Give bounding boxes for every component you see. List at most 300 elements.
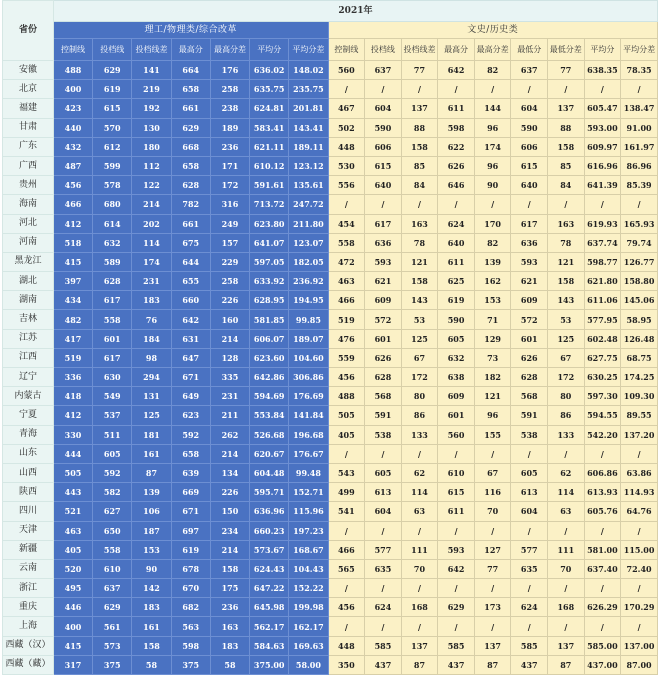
science-cell: 678 (171, 559, 210, 578)
science-cell: 180 (132, 137, 171, 156)
science-cell: 669 (171, 483, 210, 502)
arts-cell: 635 (511, 559, 548, 578)
science-cell: 226 (210, 291, 249, 310)
province-cell: 浙江 (3, 579, 54, 598)
science-cell: 249 (210, 214, 249, 233)
province-cell: 内蒙古 (3, 387, 54, 406)
science-cell: 226 (210, 483, 249, 502)
arts-cell: 168 (401, 598, 438, 617)
arts-cell: / (438, 195, 475, 214)
science-cell: 629 (93, 61, 132, 80)
arts-cell: 466 (328, 540, 365, 559)
science-cell: 418 (53, 387, 92, 406)
science-cell: 488 (53, 61, 92, 80)
science-cell: 466 (53, 195, 92, 214)
arts-cell: 556 (328, 176, 365, 195)
art-col-control-line: 控制线 (328, 39, 365, 61)
arts-cell: 121 (474, 387, 511, 406)
arts-cell: 593 (438, 540, 475, 559)
arts-cell: 543 (328, 463, 365, 482)
arts-cell: 609 (438, 387, 475, 406)
table-row (3, 425, 658, 444)
arts-cell: 593 (511, 252, 548, 271)
science-cell: 561 (93, 617, 132, 636)
arts-cell: / (511, 80, 548, 99)
table-row (3, 137, 658, 156)
arts-cell: 572 (365, 310, 402, 329)
arts-cell: 577 (511, 540, 548, 559)
arts-cell: / (438, 80, 475, 99)
science-cell: 99.48 (289, 463, 328, 482)
science-cell: 658 (171, 156, 210, 175)
science-cell: 184 (132, 329, 171, 348)
table-row (3, 310, 658, 329)
science-cell: 644 (171, 252, 210, 271)
science-cell: 236 (210, 137, 249, 156)
science-cell: 335 (210, 368, 249, 387)
science-cell: 187 (132, 521, 171, 540)
arts-cell: 538 (365, 425, 402, 444)
arts-cell: 617 (511, 214, 548, 233)
table-row (3, 502, 658, 521)
science-cell: 183 (210, 636, 249, 655)
science-cell: 597.05 (250, 252, 289, 271)
table-row (3, 118, 658, 137)
arts-cell: / (621, 80, 658, 99)
science-cell: 563 (171, 617, 210, 636)
science-cell: 697 (171, 521, 210, 540)
science-cell: 434 (53, 291, 92, 310)
arts-cell: 637.40 (584, 559, 621, 578)
science-cell: 189.07 (289, 329, 328, 348)
province-cell: 西藏（汉） (3, 636, 54, 655)
science-cell: 682 (171, 598, 210, 617)
science-cell: 258 (210, 80, 249, 99)
science-cell: 595.71 (250, 483, 289, 502)
arts-cell: / (474, 195, 511, 214)
province-cell: 云南 (3, 559, 54, 578)
arts-cell: 86 (401, 406, 438, 425)
science-cell: 176 (210, 61, 249, 80)
science-cell: 158 (210, 559, 249, 578)
province-cell: 北京 (3, 80, 54, 99)
arts-cell: / (365, 195, 402, 214)
science-cell: 578 (93, 176, 132, 195)
science-cell: 375 (171, 655, 210, 674)
science-cell: 589 (93, 252, 132, 271)
science-cell: 375.00 (250, 655, 289, 674)
province-cell: 河南 (3, 233, 54, 252)
science-cell: 594.69 (250, 387, 289, 406)
arts-cell: 615 (511, 156, 548, 175)
arts-cell: 568 (511, 387, 548, 406)
science-cell: 619 (171, 540, 210, 559)
science-cell: 153 (132, 540, 171, 559)
science-cell: 610 (93, 559, 132, 578)
arts-cell: 559 (328, 348, 365, 367)
science-cell: 628.95 (250, 291, 289, 310)
science-cell: 650 (93, 521, 132, 540)
science-cell: 660 (171, 291, 210, 310)
arts-cell: 538 (511, 425, 548, 444)
science-group-header: 理工/物理类/综合改革 (53, 22, 328, 39)
science-cell: 405 (53, 540, 92, 559)
arts-cell: 138.47 (621, 99, 658, 118)
arts-cell: 350 (328, 655, 365, 674)
science-cell: 128 (210, 348, 249, 367)
arts-cell: 63 (401, 502, 438, 521)
science-cell: 633.92 (250, 272, 289, 291)
science-cell: 782 (171, 195, 210, 214)
science-cell: 142 (132, 579, 171, 598)
province-cell: 江西 (3, 348, 54, 367)
science-cell: 417 (53, 329, 92, 348)
arts-cell: 62 (548, 463, 585, 482)
science-cell: 614 (93, 214, 132, 233)
arts-cell: 84 (401, 176, 438, 195)
science-cell: 161 (132, 617, 171, 636)
table-row (3, 559, 658, 578)
table-row (3, 99, 658, 118)
science-cell: 229 (210, 252, 249, 271)
table-row (3, 598, 658, 617)
science-cell: 196.68 (289, 425, 328, 444)
science-cell: 628 (93, 272, 132, 291)
arts-cell: / (548, 579, 585, 598)
arts-cell: 79.74 (621, 233, 658, 252)
arts-cell: 170.29 (621, 598, 658, 617)
arts-cell: 62 (401, 463, 438, 482)
science-cell: 130 (132, 118, 171, 137)
arts-cell: 613 (365, 483, 402, 502)
science-cell: 635.75 (250, 80, 289, 99)
arts-cell: 624 (365, 598, 402, 617)
arts-cell: 604 (511, 99, 548, 118)
science-cell: 606.07 (250, 329, 289, 348)
arts-cell: / (548, 80, 585, 99)
science-cell: 553.84 (250, 406, 289, 425)
science-cell: 58 (132, 655, 171, 674)
arts-cell: 560 (328, 61, 365, 80)
arts-cell: 158.80 (621, 272, 658, 291)
science-cell: 172 (210, 176, 249, 195)
arts-cell: 87.00 (621, 655, 658, 674)
science-cell: 306.86 (289, 368, 328, 387)
science-cell: 247.72 (289, 195, 328, 214)
province-cell: 四川 (3, 502, 54, 521)
province-cell: 河北 (3, 214, 54, 233)
arts-cell: 467 (328, 99, 365, 118)
arts-cell: / (328, 521, 365, 540)
science-cell: 197.23 (289, 521, 328, 540)
arts-cell: 172 (548, 368, 585, 387)
arts-cell: / (474, 617, 511, 636)
arts-cell: 476 (328, 329, 365, 348)
science-cell: 201.81 (289, 99, 328, 118)
science-cell: 397 (53, 272, 92, 291)
arts-cell: 437 (511, 655, 548, 674)
arts-cell: 89.55 (621, 406, 658, 425)
art-col-admission-diff: 投档线差 (401, 39, 438, 61)
science-cell: 446 (53, 598, 92, 617)
arts-cell: 72.40 (621, 559, 658, 578)
science-cell: 150 (210, 502, 249, 521)
arts-cell: / (365, 521, 402, 540)
arts-cell: 111 (401, 540, 438, 559)
table-row (3, 655, 658, 674)
arts-cell: 137 (548, 636, 585, 655)
science-cell: 157 (210, 233, 249, 252)
arts-cell: 572 (511, 310, 548, 329)
arts-cell: 611 (438, 252, 475, 271)
science-cell: 115.96 (289, 502, 328, 521)
science-cell: 456 (53, 176, 92, 195)
science-cell: 148.02 (289, 61, 328, 80)
arts-cell: 628 (365, 368, 402, 387)
arts-cell: 591 (365, 406, 402, 425)
table-row (3, 291, 658, 310)
arts-cell: 590 (511, 118, 548, 137)
science-cell: 526.68 (250, 425, 289, 444)
science-cell: 158 (132, 636, 171, 655)
arts-cell: 606 (511, 137, 548, 156)
arts-cell: 71 (474, 310, 511, 329)
arts-cell: 541 (328, 502, 365, 521)
arts-cell: 613.93 (584, 483, 621, 502)
science-cell: 670 (171, 579, 210, 598)
table-row (3, 617, 658, 636)
science-cell: 162.17 (289, 617, 328, 636)
score-table (2, 0, 658, 675)
science-cell: 400 (53, 617, 92, 636)
science-cell: 183 (132, 598, 171, 617)
science-cell: 214 (132, 195, 171, 214)
arts-cell: 86 (548, 406, 585, 425)
arts-cell: 139 (474, 252, 511, 271)
arts-cell: 405 (328, 425, 365, 444)
arts-cell: 560 (438, 425, 475, 444)
science-cell: 511 (93, 425, 132, 444)
arts-cell: 70 (401, 559, 438, 578)
science-cell: 630 (93, 368, 132, 387)
science-cell: 641.07 (250, 233, 289, 252)
science-cell: 160 (210, 310, 249, 329)
science-cell: 619 (93, 80, 132, 99)
province-cell: 贵州 (3, 176, 54, 195)
arts-cell: / (401, 617, 438, 636)
arts-cell: / (474, 579, 511, 598)
arts-cell: 448 (328, 636, 365, 655)
science-cell: 562.17 (250, 617, 289, 636)
science-cell: 463 (53, 521, 92, 540)
arts-cell: 53 (401, 310, 438, 329)
science-cell: 219 (132, 80, 171, 99)
arts-cell: / (548, 617, 585, 636)
table-row (3, 636, 658, 655)
science-cell: 629 (171, 118, 210, 137)
arts-cell: 456 (328, 598, 365, 617)
science-cell: 617 (93, 291, 132, 310)
science-cell: 655 (171, 272, 210, 291)
science-cell: 294 (132, 368, 171, 387)
art-col-max-score: 最高分 (438, 39, 475, 61)
arts-cell: 601 (365, 329, 402, 348)
science-cell: 235.75 (289, 80, 328, 99)
science-cell: 680 (93, 195, 132, 214)
arts-cell: / (328, 80, 365, 99)
arts-cell: 127 (474, 540, 511, 559)
arts-cell: 616.96 (584, 156, 621, 175)
science-cell: 87 (132, 463, 171, 482)
science-cell: 671 (171, 368, 210, 387)
science-cell: 211.80 (289, 214, 328, 233)
science-cell: 645.98 (250, 598, 289, 617)
arts-cell: 158 (401, 272, 438, 291)
arts-cell: 174 (474, 137, 511, 156)
science-cell: 317 (53, 655, 92, 674)
science-cell: 660.23 (250, 521, 289, 540)
science-cell: 182.05 (289, 252, 328, 271)
arts-cell: 619.93 (584, 214, 621, 233)
art-col-max-diff: 最高分差 (474, 39, 511, 61)
science-cell: 598 (171, 636, 210, 655)
science-cell: 214 (210, 444, 249, 463)
table-row (3, 463, 658, 482)
arts-cell: 91.00 (621, 118, 658, 137)
science-cell: 581.85 (250, 310, 289, 329)
arts-cell: / (621, 617, 658, 636)
arts-cell: / (584, 579, 621, 598)
arts-cell: 78.35 (621, 61, 658, 80)
sci-col-admission-diff: 投档线差 (132, 39, 171, 61)
science-cell: 114 (132, 233, 171, 252)
arts-cell: 143 (401, 291, 438, 310)
arts-cell: 133 (401, 425, 438, 444)
arts-cell: 454 (328, 214, 365, 233)
arts-cell: / (438, 579, 475, 598)
science-cell: 175 (210, 579, 249, 598)
science-cell: 620.67 (250, 444, 289, 463)
arts-cell: 78 (401, 233, 438, 252)
province-cell: 辽宁 (3, 368, 54, 387)
arts-cell: / (511, 617, 548, 636)
arts-cell: / (328, 444, 365, 463)
year-label: 2021年 (53, 1, 657, 22)
arts-cell: 68.75 (621, 348, 658, 367)
arts-cell: 642 (438, 61, 475, 80)
arts-cell: / (328, 195, 365, 214)
province-cell: 甘肃 (3, 118, 54, 137)
arts-cell: 125 (401, 329, 438, 348)
arts-cell: 568 (365, 387, 402, 406)
table-row (3, 214, 658, 233)
science-cell: 194.95 (289, 291, 328, 310)
arts-cell: 636 (511, 233, 548, 252)
year-header-row (3, 1, 658, 22)
science-cell: 604.48 (250, 463, 289, 482)
arts-cell: 168 (548, 598, 585, 617)
science-cell: 637 (93, 579, 132, 598)
science-cell: 713.72 (250, 195, 289, 214)
science-cell: 591.61 (250, 176, 289, 195)
arts-cell: 87 (401, 655, 438, 674)
arts-cell: 115.00 (621, 540, 658, 559)
science-cell: 647.22 (250, 579, 289, 598)
table-row (3, 233, 658, 252)
arts-cell: 437 (365, 655, 402, 674)
arts-cell: 632 (438, 348, 475, 367)
arts-cell: 145.06 (621, 291, 658, 310)
arts-cell: 604 (511, 502, 548, 521)
arts-cell: 609 (365, 291, 402, 310)
science-cell: 558 (93, 540, 132, 559)
arts-cell: 585 (511, 636, 548, 655)
science-cell: 639 (171, 463, 210, 482)
science-cell: 330 (53, 425, 92, 444)
science-cell: 99.85 (289, 310, 328, 329)
science-cell: 624.43 (250, 559, 289, 578)
arts-cell: 143 (548, 291, 585, 310)
science-cell: 642 (171, 310, 210, 329)
science-cell: 495 (53, 579, 92, 598)
science-cell: 415 (53, 636, 92, 655)
arts-cell: 585 (365, 636, 402, 655)
art-col-avg-score: 平均分 (584, 39, 621, 61)
arts-cell: 502 (328, 118, 365, 137)
arts-cell: 163 (401, 214, 438, 233)
arts-cell: 626.29 (584, 598, 621, 617)
arts-cell: 80 (401, 387, 438, 406)
science-cell: 176.67 (289, 444, 328, 463)
arts-cell: 70 (548, 559, 585, 578)
arts-cell: 637.74 (584, 233, 621, 252)
arts-cell: 602.48 (584, 329, 621, 348)
arts-cell: 67 (548, 348, 585, 367)
science-cell: 174 (132, 252, 171, 271)
arts-cell: 77 (474, 559, 511, 578)
arts-cell: 604 (365, 502, 402, 521)
arts-cell: 172 (401, 368, 438, 387)
arts-cell: 84 (548, 176, 585, 195)
arts-cell: 153 (474, 291, 511, 310)
province-cell: 青海 (3, 425, 54, 444)
science-cell: 440 (53, 118, 92, 137)
arts-cell: 601 (438, 406, 475, 425)
province-cell: 山东 (3, 444, 54, 463)
table-row (3, 80, 658, 99)
arts-cell: 628 (511, 368, 548, 387)
arts-cell: 73 (474, 348, 511, 367)
table-row (3, 329, 658, 348)
arts-cell: 604 (365, 99, 402, 118)
arts-cell: 53 (548, 310, 585, 329)
science-cell: 505 (53, 463, 92, 482)
science-cell: 123.07 (289, 233, 328, 252)
arts-cell: / (438, 521, 475, 540)
science-cell: 181 (132, 425, 171, 444)
arts-cell: 606.86 (584, 463, 621, 482)
science-cell: 141.84 (289, 406, 328, 425)
arts-cell: 77 (401, 61, 438, 80)
science-cell: 601 (93, 329, 132, 348)
science-cell: 521 (53, 502, 92, 521)
science-cell: 112 (132, 156, 171, 175)
table-row (3, 195, 658, 214)
arts-cell: 174.25 (621, 368, 658, 387)
table-row (3, 406, 658, 425)
science-cell: 234 (210, 521, 249, 540)
province-header: 省份 (3, 1, 54, 61)
